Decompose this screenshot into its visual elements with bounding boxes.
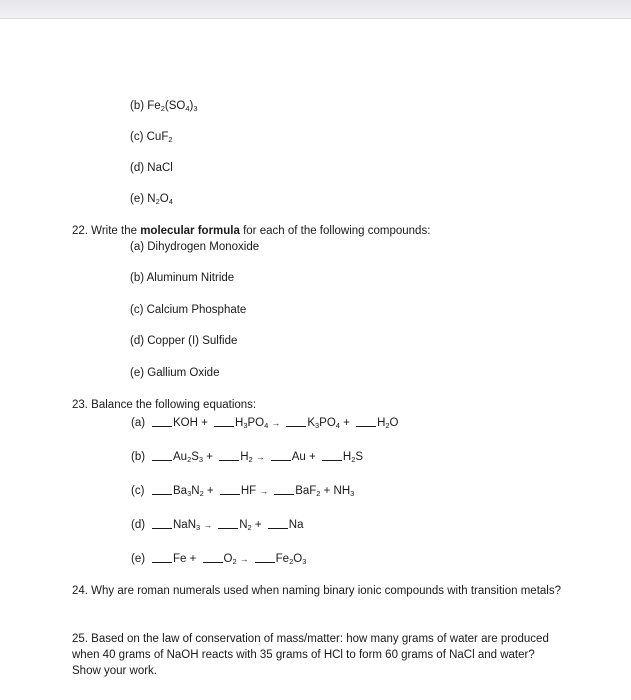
coefficient-blank — [255, 552, 275, 563]
coefficient-blank — [356, 416, 376, 427]
formula-text: H — [235, 417, 244, 429]
coefficient-blank — [268, 518, 288, 529]
q22-item-a: (a) Dihydrogen Monoxide — [130, 241, 260, 253]
equation-body — [149, 451, 363, 463]
formula-text: S — [355, 451, 364, 463]
q21-item-b: (b) $Fe_2(SO_4)_3$ — [130, 100, 198, 113]
formula — [147, 162, 173, 174]
reaction-arrow: → — [239, 554, 249, 564]
subscript: 2 — [385, 421, 390, 430]
formula-text: ) — [189, 100, 194, 112]
coefficient-blank — [322, 450, 342, 461]
formula-text: PO — [319, 417, 336, 429]
q21-item-c: (c) CuF$_2$ — [130, 131, 173, 144]
formula-text: H — [240, 451, 249, 463]
formula-text: + — [339, 417, 354, 429]
reaction-arrow: → — [271, 418, 281, 428]
formula-text: NaN — [173, 519, 197, 531]
subscript: 3 — [187, 489, 192, 498]
q21-item-d: (d) NaCl — [130, 162, 173, 174]
subscript: 2 — [168, 135, 173, 144]
subscript: 2 — [248, 455, 253, 464]
formula-text: + — [251, 519, 265, 531]
formula-text: + NH — [320, 485, 351, 497]
subscript: 3 — [196, 523, 201, 532]
subscript: 4 — [264, 421, 269, 430]
coefficient-blank — [219, 450, 239, 461]
formula-text: S — [191, 451, 199, 463]
subscript: 3 — [198, 455, 204, 464]
coefficient-blank — [152, 518, 172, 529]
coefficient-blank — [220, 484, 240, 495]
q24-prompt: 24. Why are roman numerals used when naming binary ionic compounds with transition metals? — [72, 585, 561, 597]
formula-text: O — [293, 553, 303, 565]
q23-prompt: 23. Balance the following equations: — [72, 399, 257, 411]
subscript: 2 — [199, 489, 204, 498]
q22-item-c: (c) Calcium Phosphate — [130, 304, 247, 316]
subscript: 4 — [185, 104, 190, 113]
subscript: 3 — [243, 421, 248, 430]
viewer-top-bar — [0, 0, 631, 19]
formula-text: Au + — [291, 451, 319, 463]
formula-text: K — [307, 417, 315, 429]
formula-text: Au — [173, 451, 188, 463]
equation-body — [149, 553, 306, 565]
formula-text: N — [191, 485, 200, 497]
q23-equation-d: (d) $NaN_3 \to N_2 + Na$ — [131, 519, 304, 532]
subscript: 2 — [351, 455, 356, 464]
formula — [147, 100, 197, 112]
coefficient-blank — [203, 552, 223, 563]
reaction-arrow: → — [203, 520, 213, 530]
formula-text: PO — [247, 417, 265, 429]
subscript: 2 — [187, 455, 192, 464]
q25-line-3: Show your work. — [72, 665, 158, 677]
subscript: 4 — [335, 421, 340, 430]
coefficient-blank — [214, 416, 234, 427]
formula-text: NaCl — [147, 162, 173, 174]
subscript: 4 — [168, 197, 173, 206]
formula-text: (SO — [164, 100, 186, 112]
subscript: 3 — [302, 557, 307, 566]
q23-equation-e: (e) $Fe + O_2 \to Fe_2O_3$ — [131, 553, 307, 566]
formula-text: Na — [288, 519, 304, 531]
q22-prompt: 22. Write the molecular formula for each of the following compounds: — [72, 225, 431, 237]
subscript: 2 — [247, 523, 252, 532]
coefficient-blank — [152, 416, 172, 427]
subscript: 3 — [350, 489, 355, 498]
equation-body — [149, 519, 303, 531]
q25-line-2: when 40 grams of NaOH reacts with 35 grams of HCl to form 60 grams of NaCl and water? — [72, 649, 535, 661]
q22-item-e: (e) Gallium Oxide — [130, 367, 220, 379]
formula-text: Ba — [173, 485, 188, 497]
subscript: 2 — [155, 197, 160, 206]
q21-item-e: (e) $N_2O_4$ — [130, 193, 173, 206]
formula-text: N — [147, 193, 156, 205]
formula-text: + — [203, 451, 217, 463]
reaction-arrow: → — [259, 486, 269, 496]
formula-text: Fe — [275, 553, 290, 565]
q23-equation-b: (b) $Au_2S_3 + H_2 \to Au + H_2S$ — [131, 451, 364, 464]
formula-text: Fe + — [173, 553, 200, 565]
formula-text: O — [389, 417, 399, 429]
equation-body — [149, 417, 399, 429]
subscript: 3 — [314, 421, 320, 430]
subscript: 2 — [316, 489, 321, 498]
coefficient-blank — [286, 416, 306, 427]
subscript: 2 — [232, 557, 237, 566]
formula-text: O — [223, 553, 233, 565]
coefficient-blank — [271, 450, 291, 461]
formula-text: H — [342, 451, 352, 463]
formula-text: N — [239, 519, 248, 531]
coefficient-blank — [274, 484, 294, 495]
reaction-arrow: → — [255, 452, 265, 462]
formula — [147, 193, 173, 205]
formula-text: KOH + — [173, 417, 212, 429]
coefficient-blank — [152, 552, 172, 563]
formula-text: CuF — [146, 131, 169, 143]
formula-text: + — [203, 485, 217, 497]
q22-item-b: (b) Aluminum Nitride — [130, 272, 235, 284]
formula-text: BaF — [295, 485, 317, 497]
q22-item-d: (d) Copper (I) Sulfide — [130, 335, 238, 347]
equation-body — [149, 485, 354, 497]
q25-line-1: 25. Based on the law of conservation of mass/matter: how many grams of water are produced — [72, 633, 549, 645]
formula-text: H — [377, 417, 386, 429]
coefficient-blank — [152, 450, 172, 461]
q23-equation-c: (c) $Ba_3N_2$ + HF → $BaF_2 + NH_3$ — [131, 485, 355, 498]
formula-text: HF — [240, 485, 257, 497]
formula-text: O — [159, 193, 169, 205]
subscript: 3 — [193, 104, 198, 113]
formula — [147, 131, 173, 143]
subscript: 2 — [289, 557, 294, 566]
q23-equation-a: (a) KOH + $H_3PO_4 \to K_3PO_4 + H_2O$ — [131, 417, 399, 430]
coefficient-blank — [152, 484, 172, 495]
formula-text: Fe — [147, 100, 161, 112]
coefficient-blank — [218, 518, 238, 529]
subscript: 2 — [160, 104, 165, 113]
